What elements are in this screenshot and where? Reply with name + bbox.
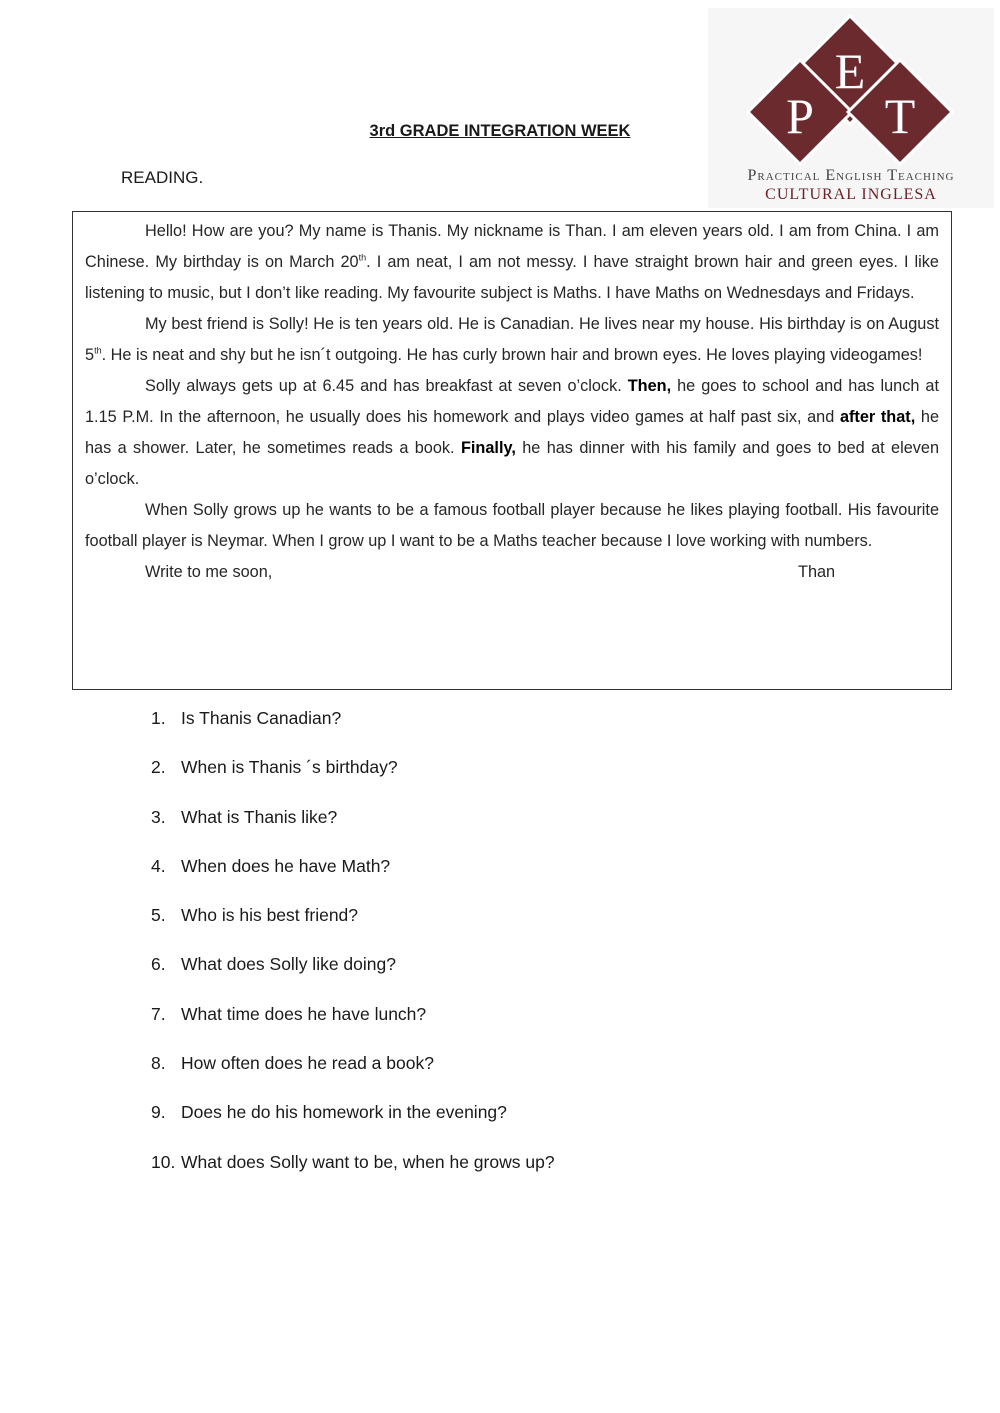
p1-text-a: Hello! How are you? My name is Thanis. My nickname is Than. I am eleven years old. I am from China. I am Chinese. My birthday is on March 20 xyxy=(85,222,939,271)
question-text: Does he do his homework in the evening? xyxy=(181,1102,507,1123)
logo-letter-t: T xyxy=(884,88,916,144)
question-item xyxy=(151,1148,555,1197)
paragraph-1 xyxy=(85,216,939,309)
question-number: 6. xyxy=(151,954,166,975)
signature: Than xyxy=(798,563,836,581)
logo-letter-e: E xyxy=(834,43,866,99)
question-item xyxy=(151,1000,555,1049)
question-number: 5. xyxy=(151,905,166,926)
question-item xyxy=(151,803,555,852)
question-number: 10. xyxy=(151,1151,176,1172)
paragraph-4: When Solly grows up he wants to be a famous football player because he likes playing football. His favourite football player is Neymar. When I grow up I want to be a Maths teacher because I love working with numbers. xyxy=(85,501,939,550)
question-item xyxy=(151,950,555,999)
p2-text-b: . He is neat and shy but he isn´t outgoing. He has curly brown hair and brown eyes. He loves playing videogames! xyxy=(101,346,923,364)
question-text: What time does he have lunch? xyxy=(181,1003,427,1024)
logo-letter-p: P xyxy=(786,88,814,144)
question-number: 3. xyxy=(151,806,166,827)
pet-diamond-emblem xyxy=(708,8,994,168)
question-text: What does Solly like doing? xyxy=(181,954,396,975)
signoff xyxy=(85,557,939,588)
p1-text-b: . I am neat, I am not messy. I have straight brown hair and green eyes. I like listening to music, but I don’t like reading. My favourite subject is Maths. I have Maths on Wednesdays and Fridays. xyxy=(85,253,939,302)
p3-text-d: he has dinner with his family and goes to bed at eleven o’clock. xyxy=(85,439,939,488)
p3-bold-then: Then, xyxy=(627,377,672,395)
question-item xyxy=(151,901,555,950)
pet-logo xyxy=(708,8,994,208)
question-list xyxy=(151,704,555,1197)
p1-superscript: th xyxy=(358,252,367,263)
p3-bold-finally: Finally, xyxy=(460,439,516,457)
question-item xyxy=(151,704,555,753)
p3-text-a: Solly always gets up at 6.45 and has breakfast at seven o’clock. xyxy=(145,377,628,395)
question-number: 9. xyxy=(151,1102,166,1123)
question-text: Who is his best friend? xyxy=(181,905,359,926)
question-text: How often does he read a book? xyxy=(181,1053,434,1074)
question-number: 2. xyxy=(151,757,166,778)
p3-text-c: he has a shower. Later, he sometimes reads a book. xyxy=(85,408,940,457)
question-number: 1. xyxy=(151,708,166,728)
question-item xyxy=(151,1049,555,1098)
question-text: Is Thanis Canadian? xyxy=(181,708,342,728)
question-number: 7. xyxy=(151,1003,166,1024)
section-label: READING. xyxy=(121,168,204,187)
p3-bold-after-that: after that, xyxy=(839,408,916,426)
question-text: What does Solly want to be, when he grows up? xyxy=(181,1151,555,1172)
logo-tagline: Practical English Teaching xyxy=(747,167,955,184)
logo-institution: CULTURAL INGLESA xyxy=(765,186,937,203)
question-number: 8. xyxy=(151,1053,166,1074)
question-item xyxy=(151,753,555,802)
closing-line: Write to me soon, xyxy=(145,563,273,581)
p2-superscript: th xyxy=(94,345,102,356)
page-title: 3rd GRADE INTEGRATION WEEK xyxy=(369,122,631,140)
reading-passage xyxy=(72,211,952,690)
question-text: When does he have Math? xyxy=(181,855,391,876)
p2-text-a: My best friend is Solly! He is ten years old. He is Canadian. He lives near my house. His birthday is on August 5 xyxy=(85,315,939,364)
paragraph-3 xyxy=(85,371,939,495)
question-text: When is Thanis ´s birthday? xyxy=(181,757,398,778)
question-item xyxy=(151,1098,555,1147)
question-number: 4. xyxy=(151,855,166,876)
p3-text-b: he goes to school and has lunch at 1.15 P.M. In the afternoon, he usually does his homework and plays video games at half past six, and xyxy=(85,377,939,426)
question-text: What is Thanis like? xyxy=(181,806,338,827)
paragraph-2 xyxy=(85,309,939,371)
question-item xyxy=(151,852,555,901)
